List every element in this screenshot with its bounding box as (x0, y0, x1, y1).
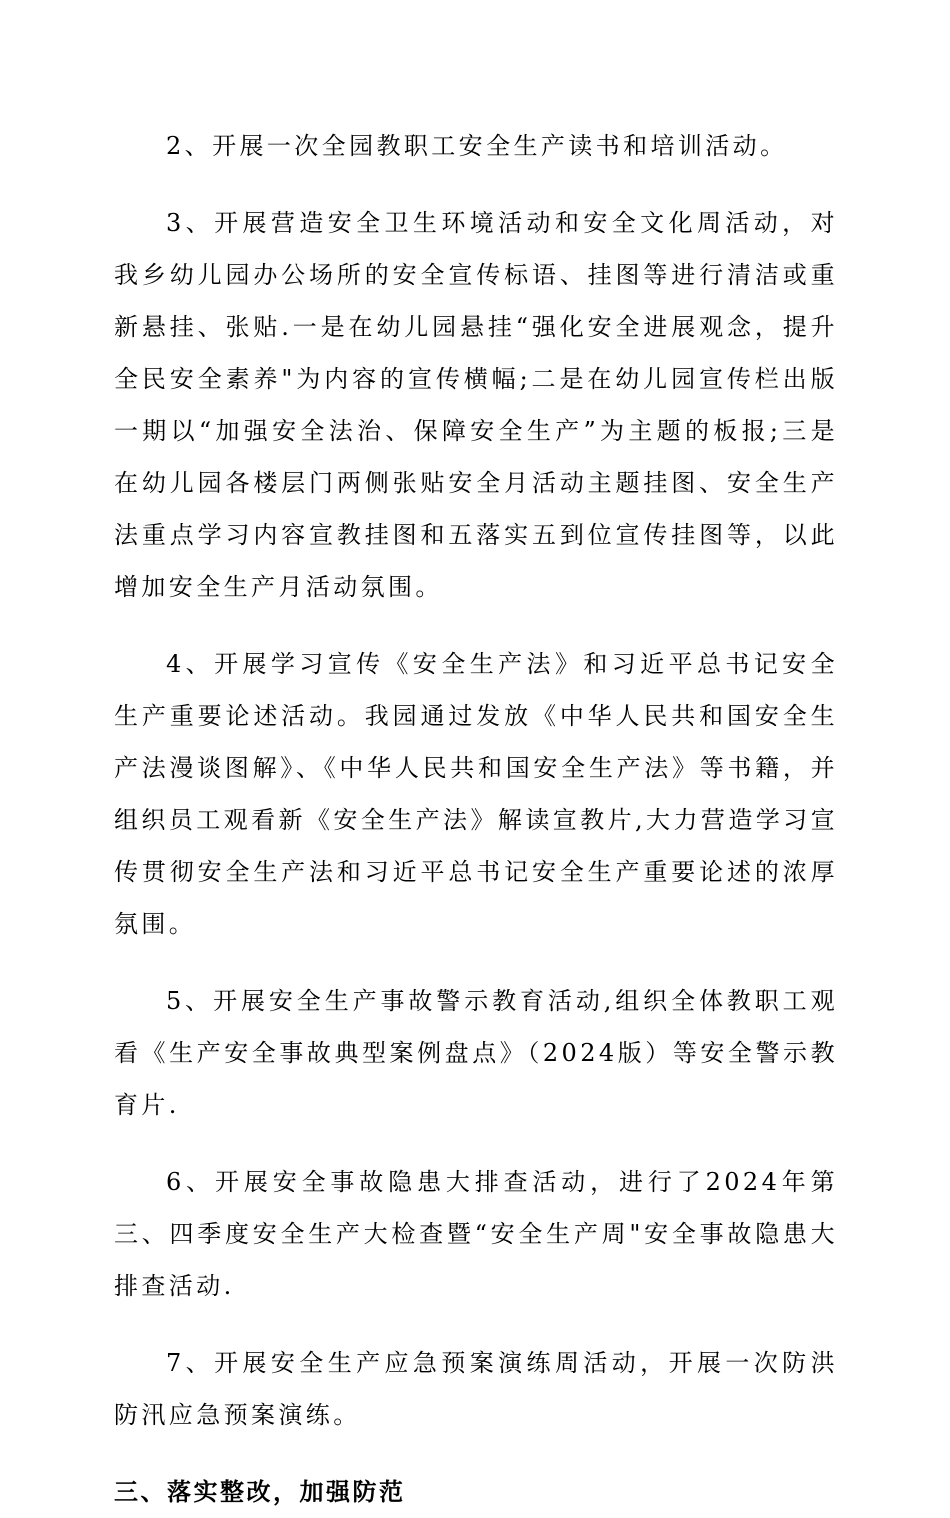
paragraph-4-safety-law-study: 4、开展学习宣传《安全生产法》和习近平总书记安全生产重要论述活动。我园通过发放《中华人民共和国安全生产法漫谈图解》、《中华人民共和国安全生产法》等书籍，并组织员工观看新《安全生产法》解读宣教片,大力营造学习宣传贯彻安全生产法和习近平总书记安全生产重要论述的浓厚氛围。 (114, 650, 838, 938)
paragraph-6-hazard-inspection: 6、开展安全事故隐患大排查活动，进行了2024年第三、四季度安全生产大检查暨“安全生产周"安全事故隐患大排查活动. (114, 1168, 838, 1300)
document-body (114, 120, 838, 1518)
paragraph-2-reading-training: 2、开展一次全园教职工安全生产读书和培训活动。 (166, 132, 788, 160)
section-heading: 三、落实整改，加强防范 (114, 1477, 406, 1506)
paragraph-5-warning-education: 5、开展安全生产事故警示教育活动,组织全体教职工观看《生产安全事故典型案例盘点》（2024版）等安全警示教育片. (114, 987, 838, 1119)
paragraph-3-safety-environment: 3、开展营造安全卫生环境活动和安全文化周活动，对我乡幼儿园办公场所的安全宣传标语、挂图等进行清洁或重新悬挂、张贴.一是在幼儿园悬挂“强化安全进展观念，提升全民安全素养"为内容的宣传横幅;二是在幼儿园宣传栏出版一期以“加强安全法治、保障安全生产”为主题的板报;三是在幼儿园各楼层门两侧张贴安全月活动主题挂图、安全生产法重点学习内容宣教挂图和五落实五到位宣传挂图等，以此增加安全生产月活动氛围。 (114, 209, 838, 601)
paragraph-7-emergency-drill: 7、开展安全生产应急预案演练周活动，开展一次防洪防汛应急预案演练。 (114, 1349, 838, 1429)
